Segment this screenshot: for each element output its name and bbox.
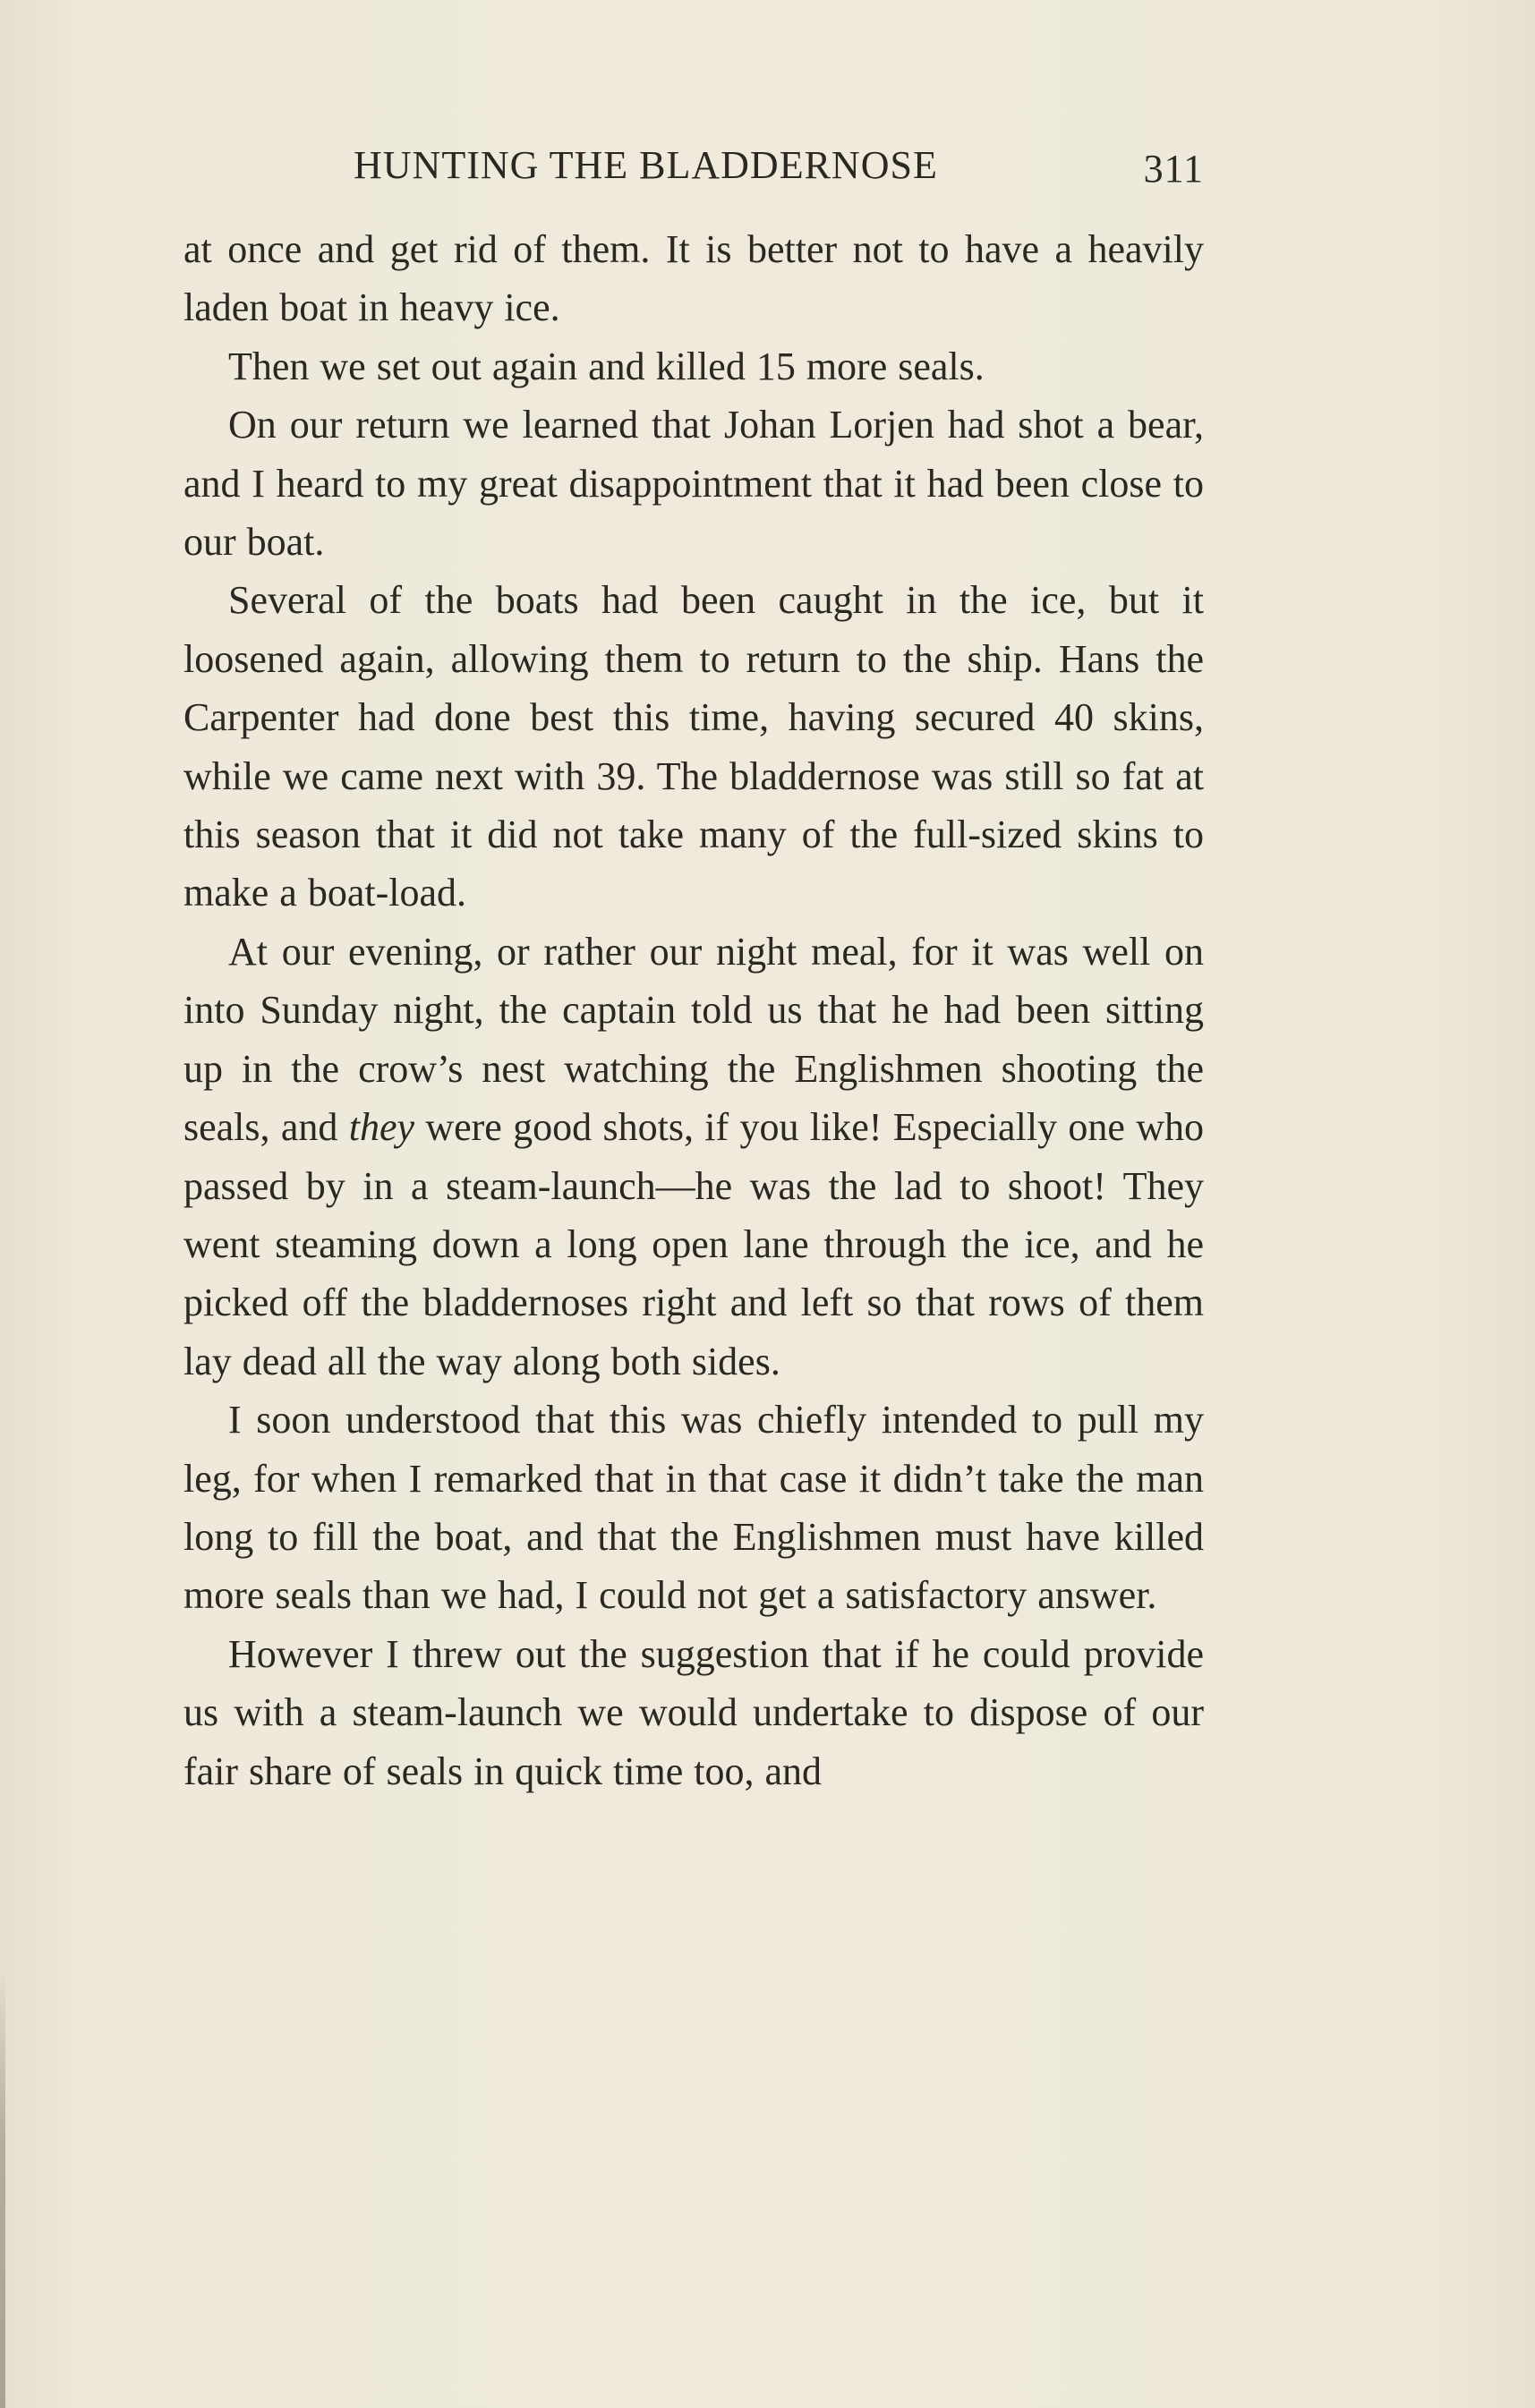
body-text [183, 220, 1204, 1800]
page-number: 311 [1143, 147, 1204, 191]
paragraph: On our return we learned that Johan Lorjen had shot a bear, and I heard to my great disappointment that it had been close to our boat. [183, 403, 1204, 565]
paragraph-continuation: at once and get rid of them. It is better not to have a heavily laden boat in heavy ice. [183, 227, 1204, 330]
running-head [183, 134, 1204, 197]
running-title: HUNTING THE BLADDERNOSE [354, 143, 938, 187]
paragraph-text: At our evening, or rather our night meal, for it was well on into Sunday night, the captain told us that he had been sitting up in the crow’s nest watching the Englishmen shooting the seals, and [183, 929, 1204, 1150]
paragraph: I soon understood that this was chiefly intended to pull my leg, for when I remarked that in that case it didn’t take the man long to fill the boat, and that the Englishmen must have killed more seals than we had, I could not get a satisfactory answer. [183, 1398, 1204, 1618]
paragraph: Then we set out again and killed 15 more seals. [228, 344, 985, 388]
paragraph: Several of the boats had been caught in the ice, but it loosened again, allowing them to return to the ship. Hans the Carpenter had done best this time, having secured 40 skins, while we came next with 39. The bladdernose was still so fat at this season that it did not take many of the full-sized skins to make a boat-load. [183, 578, 1204, 915]
paragraph [183, 923, 1204, 1391]
page-edge-shadow [0, 1969, 5, 2408]
emphasized-word: they [348, 1105, 415, 1150]
paragraph-text: were good shots, if you like! Especially one who passed by in a steam-launch—he was the lad to shoot! They went steaming down a long open lane through the ice, and he picked off the bladdernoses right and left so that rows of them lay dead all the way along both sides. [183, 1105, 1204, 1383]
paragraph: However I threw out the suggestion that if he could provide us with a steam-launch we would undertake to dispose of our fair share of seals in quick time too, and [183, 1631, 1204, 1793]
